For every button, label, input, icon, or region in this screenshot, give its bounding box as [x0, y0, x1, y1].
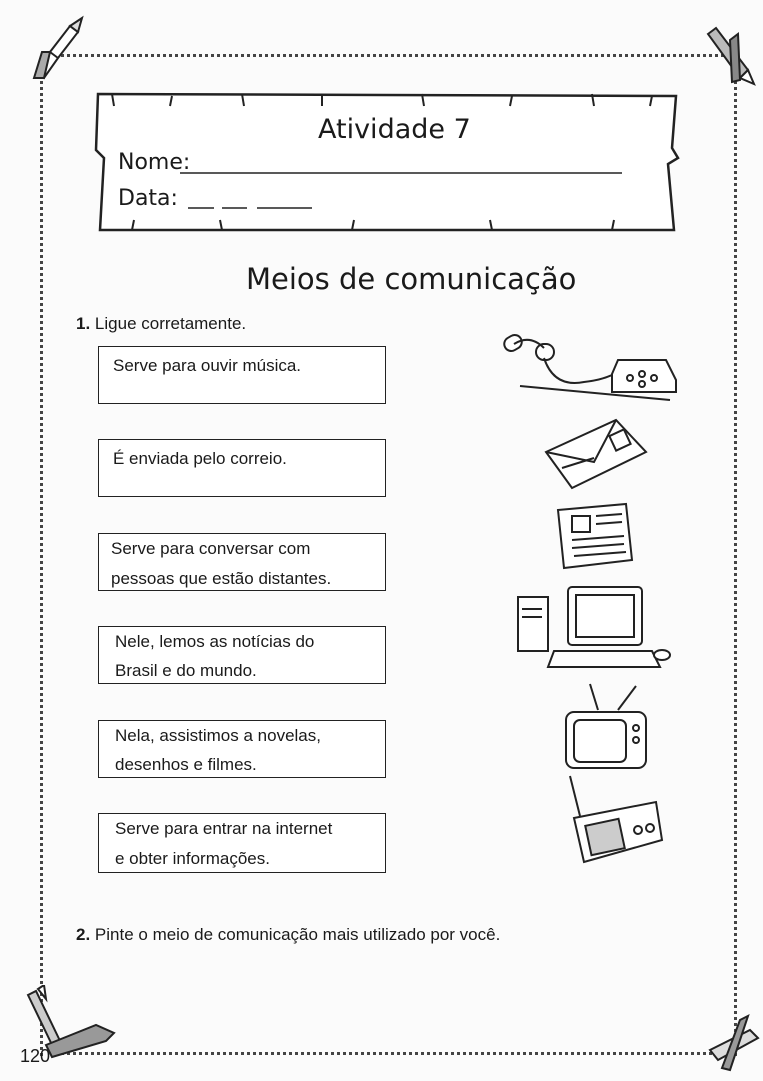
question-text: Ligue corretamente.	[94, 314, 247, 333]
box-line: Serve para ouvir música.	[113, 356, 302, 375]
name-label: Nome:	[118, 150, 191, 175]
match-box-2	[98, 439, 386, 497]
page-number: 120	[20, 1046, 51, 1066]
telephone-icon	[500, 330, 680, 410]
section-title: Meios de comunicação	[246, 262, 577, 296]
letter-icon	[542, 418, 652, 493]
question-2	[76, 925, 500, 945]
question-text: Pinte o meio de comunicação mais utilizado por você.	[94, 925, 501, 944]
box-line: Serve para entrar na internet	[115, 819, 333, 838]
match-box-6	[98, 813, 386, 873]
television-icon	[560, 680, 650, 772]
computer-icon	[514, 583, 676, 671]
pencil-icon	[700, 20, 760, 90]
box-line: Nele, lemos as notícias do	[115, 632, 315, 651]
pencil-icon	[20, 12, 90, 82]
activity-title: Atividade 7	[318, 114, 471, 145]
match-box-5	[98, 720, 386, 778]
pencils-icon	[700, 1010, 763, 1080]
date-label: Data:	[118, 186, 178, 211]
page-border-left	[40, 56, 43, 1056]
box-line: desenhos e filmes.	[115, 755, 257, 774]
question-1	[76, 314, 246, 334]
box-line: Nela, assistimos a novelas,	[115, 726, 321, 745]
page-border-top	[48, 54, 738, 57]
match-box-4	[98, 626, 386, 684]
newspaper-icon	[552, 500, 636, 572]
radio-icon	[566, 772, 666, 868]
match-box-1	[98, 346, 386, 404]
box-line: e obter informações.	[115, 849, 270, 868]
match-box-3	[98, 533, 386, 591]
question-number: 2.	[76, 925, 91, 944]
page-border-bottom	[60, 1052, 732, 1055]
box-line: pessoas que estão distantes.	[111, 569, 332, 588]
box-line: Serve para conversar com	[111, 539, 311, 558]
box-line: É enviada pelo correio.	[113, 449, 287, 468]
question-number: 1.	[76, 314, 91, 333]
box-line: Brasil e do mundo.	[115, 661, 257, 680]
page-border-right	[734, 56, 737, 1056]
